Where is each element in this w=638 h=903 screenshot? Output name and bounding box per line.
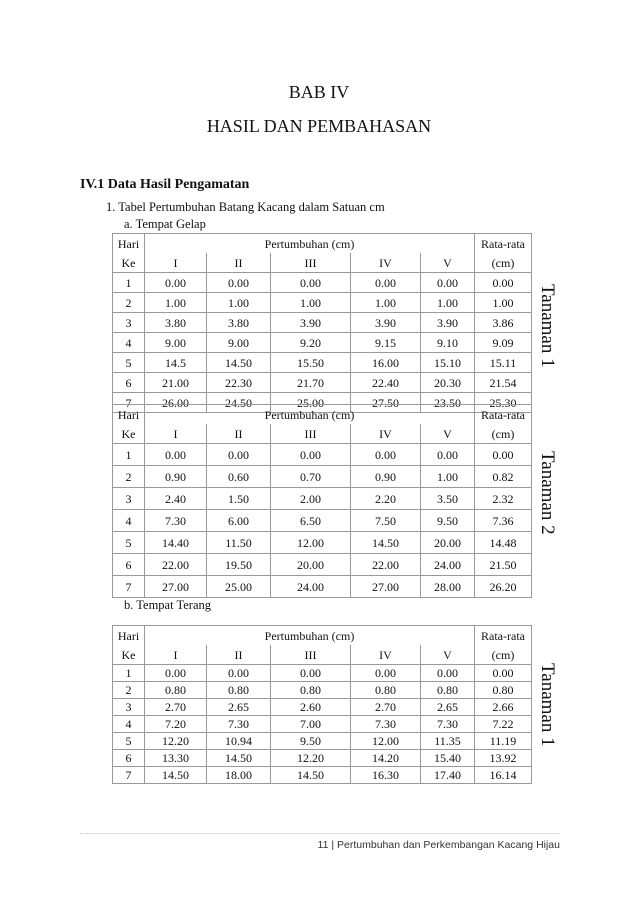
table-row xyxy=(113,488,532,510)
cell-value: 0.00 xyxy=(421,665,475,682)
cell-value: 3.50 xyxy=(421,488,475,510)
cell-value: 20.30 xyxy=(421,373,475,393)
cell-rata-rata: 2.32 xyxy=(475,488,532,510)
header-col-5: V xyxy=(421,645,475,665)
cell-value: 0.60 xyxy=(207,466,271,488)
cell-value: 2.20 xyxy=(351,488,421,510)
cell-value: 27.00 xyxy=(351,576,421,598)
cell-value: 24.50 xyxy=(207,393,271,413)
cell-value: 3.90 xyxy=(271,313,351,333)
header-rata-rata: Rata-rata xyxy=(475,626,532,646)
header-pertumbuhan: Pertumbuhan (cm) xyxy=(145,405,475,425)
header-col-2: II xyxy=(207,424,271,444)
cell-value: 2.00 xyxy=(271,488,351,510)
header-col-1: I xyxy=(145,253,207,273)
cell-value: 0.80 xyxy=(271,682,351,699)
plant-label-gelap-1: Tanaman 1 xyxy=(537,284,558,368)
plant-label-terang-1: Tanaman 1 xyxy=(537,663,558,747)
cell-value: 0.00 xyxy=(271,665,351,682)
cell-value: 0.00 xyxy=(271,444,351,466)
cell-value: 0.80 xyxy=(207,682,271,699)
table-row xyxy=(113,466,532,488)
header-hari: Hari xyxy=(113,405,145,425)
cell-value: 6.50 xyxy=(271,510,351,532)
table-subheader-row xyxy=(113,645,532,665)
cell-rata-rata: 7.36 xyxy=(475,510,532,532)
cell-value: 14.50 xyxy=(207,750,271,767)
cell-hari: 2 xyxy=(113,466,145,488)
cell-hari: 3 xyxy=(113,699,145,716)
table-header-row xyxy=(113,626,532,646)
cell-value: 21.00 xyxy=(145,373,207,393)
cell-value: 2.65 xyxy=(207,699,271,716)
cell-value: 24.00 xyxy=(421,554,475,576)
table-row xyxy=(113,733,532,750)
cell-value: 0.00 xyxy=(271,273,351,293)
header-rata-unit: (cm) xyxy=(475,645,532,665)
cell-hari: 5 xyxy=(113,532,145,554)
cell-value: 20.00 xyxy=(271,554,351,576)
header-col-2: II xyxy=(207,253,271,273)
cell-hari: 7 xyxy=(113,576,145,598)
header-ke: Ke xyxy=(113,424,145,444)
cell-value: 1.00 xyxy=(145,293,207,313)
cell-hari: 4 xyxy=(113,333,145,353)
cell-value: 0.00 xyxy=(421,273,475,293)
cell-value: 1.00 xyxy=(421,466,475,488)
table-header-row xyxy=(113,234,532,254)
cell-value: 20.00 xyxy=(421,532,475,554)
chapter-title: HASIL DAN PEMBAHASAN xyxy=(206,116,432,136)
cell-rata-rata: 0.80 xyxy=(475,682,532,699)
subsection-a-label: a. Tempat Gelap xyxy=(124,217,206,231)
header-pertumbuhan: Pertumbuhan (cm) xyxy=(145,626,475,646)
cell-hari: 2 xyxy=(113,682,145,699)
cell-value: 27.00 xyxy=(145,576,207,598)
cell-value: 12.00 xyxy=(351,733,421,750)
cell-value: 0.00 xyxy=(351,273,421,293)
table-caption: 1. Tabel Pertumbuhan Batang Kacang dalam Satuan cm xyxy=(106,200,385,214)
cell-value: 1.00 xyxy=(421,293,475,313)
cell-rata-rata: 0.82 xyxy=(475,466,532,488)
cell-value: 18.00 xyxy=(207,767,271,784)
cell-hari: 1 xyxy=(113,273,145,293)
header-pertumbuhan: Pertumbuhan (cm) xyxy=(145,234,475,254)
table-row xyxy=(113,699,532,716)
cell-value: 14.5 xyxy=(145,353,207,373)
cell-rata-rata: 14.48 xyxy=(475,532,532,554)
subsection-b-label: b. Tempat Terang xyxy=(124,598,211,612)
cell-value: 0.00 xyxy=(145,665,207,682)
cell-value: 14.50 xyxy=(351,532,421,554)
cell-value: 1.00 xyxy=(271,293,351,313)
cell-value: 12.20 xyxy=(145,733,207,750)
header-ke: Ke xyxy=(113,253,145,273)
cell-value: 28.00 xyxy=(421,576,475,598)
cell-rata-rata: 0.00 xyxy=(475,665,532,682)
cell-value: 24.00 xyxy=(271,576,351,598)
cell-rata-rata: 0.00 xyxy=(475,444,532,466)
table-header-row xyxy=(113,405,532,425)
cell-hari: 6 xyxy=(113,373,145,393)
cell-value: 1.50 xyxy=(207,488,271,510)
cell-value: 14.50 xyxy=(145,767,207,784)
cell-value: 0.80 xyxy=(351,682,421,699)
header-col-2: II xyxy=(207,645,271,665)
cell-hari: 1 xyxy=(113,665,145,682)
cell-value: 15.10 xyxy=(421,353,475,373)
header-rata-rata: Rata-rata xyxy=(475,234,532,254)
header-col-4: IV xyxy=(351,253,421,273)
cell-value: 1.00 xyxy=(351,293,421,313)
cell-value: 1.00 xyxy=(207,293,271,313)
cell-value: 13.30 xyxy=(145,750,207,767)
header-col-4: IV xyxy=(351,424,421,444)
cell-rata-rata: 1.00 xyxy=(475,293,532,313)
table-row xyxy=(113,665,532,682)
header-col-1: I xyxy=(145,645,207,665)
table-terang-tanaman-1 xyxy=(112,625,532,784)
cell-hari: 7 xyxy=(113,767,145,784)
cell-value: 22.00 xyxy=(145,554,207,576)
cell-value: 6.00 xyxy=(207,510,271,532)
cell-value: 3.90 xyxy=(351,313,421,333)
cell-value: 23.50 xyxy=(421,393,475,413)
table-row xyxy=(113,682,532,699)
header-col-1: I xyxy=(145,424,207,444)
cell-value: 2.40 xyxy=(145,488,207,510)
cell-value: 22.00 xyxy=(351,554,421,576)
table-row xyxy=(113,444,532,466)
cell-value: 0.70 xyxy=(271,466,351,488)
table-row xyxy=(113,313,532,333)
cell-value: 9.50 xyxy=(421,510,475,532)
header-col-4: IV xyxy=(351,645,421,665)
cell-value: 0.00 xyxy=(207,273,271,293)
cell-value: 19.50 xyxy=(207,554,271,576)
page-footer: 11 | Pertumbuhan dan Perkembangan Kacang Hijau xyxy=(317,839,560,851)
cell-value: 9.10 xyxy=(421,333,475,353)
cell-value: 0.00 xyxy=(421,444,475,466)
plant-label-gelap-2: Tanaman 2 xyxy=(537,451,558,535)
cell-value: 14.40 xyxy=(145,532,207,554)
table-gelap-tanaman-1 xyxy=(112,233,532,413)
table-row xyxy=(113,576,532,598)
section-heading: IV.1 Data Hasil Pengamatan xyxy=(80,177,250,192)
cell-hari: 3 xyxy=(113,488,145,510)
cell-value: 15.40 xyxy=(421,750,475,767)
header-rata-unit: (cm) xyxy=(475,424,532,444)
cell-value: 22.30 xyxy=(207,373,271,393)
cell-rata-rata: 26.20 xyxy=(475,576,532,598)
cell-rata-rata: 9.09 xyxy=(475,333,532,353)
cell-rata-rata: 21.50 xyxy=(475,554,532,576)
cell-rata-rata: 16.14 xyxy=(475,767,532,784)
cell-value: 21.70 xyxy=(271,373,351,393)
cell-value: 7.50 xyxy=(351,510,421,532)
cell-rata-rata: 11.19 xyxy=(475,733,532,750)
header-hari: Hari xyxy=(113,626,145,646)
cell-value: 22.40 xyxy=(351,373,421,393)
cell-rata-rata: 25.30 xyxy=(475,393,532,413)
header-rata-unit: (cm) xyxy=(475,253,532,273)
cell-value: 14.20 xyxy=(351,750,421,767)
table-row xyxy=(113,750,532,767)
cell-value: 0.80 xyxy=(421,682,475,699)
table-row xyxy=(113,273,532,293)
cell-value: 25.00 xyxy=(207,576,271,598)
cell-hari: 5 xyxy=(113,353,145,373)
cell-value: 0.90 xyxy=(351,466,421,488)
cell-value: 9.20 xyxy=(271,333,351,353)
cell-value: 15.50 xyxy=(271,353,351,373)
cell-hari: 4 xyxy=(113,716,145,733)
header-col-5: V xyxy=(421,253,475,273)
cell-value: 2.60 xyxy=(271,699,351,716)
table-row xyxy=(113,353,532,373)
header-ke: Ke xyxy=(113,645,145,665)
cell-hari: 5 xyxy=(113,733,145,750)
cell-value: 9.00 xyxy=(207,333,271,353)
cell-value: 14.50 xyxy=(271,767,351,784)
cell-value: 0.80 xyxy=(145,682,207,699)
table-row xyxy=(113,333,532,353)
cell-value: 0.00 xyxy=(145,273,207,293)
cell-value: 0.00 xyxy=(145,444,207,466)
cell-hari: 3 xyxy=(113,313,145,333)
cell-value: 11.35 xyxy=(421,733,475,750)
cell-value: 17.40 xyxy=(421,767,475,784)
header-hari: Hari xyxy=(113,234,145,254)
chapter-heading: BAB IV xyxy=(288,82,350,102)
cell-rata-rata: 21.54 xyxy=(475,373,532,393)
cell-value: 7.30 xyxy=(421,716,475,733)
cell-value: 0.00 xyxy=(207,665,271,682)
cell-rata-rata: 7.22 xyxy=(475,716,532,733)
cell-value: 7.30 xyxy=(351,716,421,733)
cell-value: 12.20 xyxy=(271,750,351,767)
cell-value: 27.50 xyxy=(351,393,421,413)
cell-value: 26.00 xyxy=(145,393,207,413)
table-row xyxy=(113,510,532,532)
cell-value: 0.00 xyxy=(351,665,421,682)
table-gelap-tanaman-2 xyxy=(112,404,532,598)
header-col-3: III xyxy=(271,645,351,665)
cell-value: 9.15 xyxy=(351,333,421,353)
table-row xyxy=(113,767,532,784)
cell-value: 2.70 xyxy=(351,699,421,716)
cell-value: 7.30 xyxy=(207,716,271,733)
header-col-5: V xyxy=(421,424,475,444)
cell-value: 9.50 xyxy=(271,733,351,750)
cell-value: 0.00 xyxy=(207,444,271,466)
cell-value: 16.00 xyxy=(351,353,421,373)
cell-hari: 1 xyxy=(113,444,145,466)
cell-rata-rata: 2.66 xyxy=(475,699,532,716)
cell-rata-rata: 15.11 xyxy=(475,353,532,373)
cell-value: 3.90 xyxy=(421,313,475,333)
cell-value: 9.00 xyxy=(145,333,207,353)
cell-value: 2.65 xyxy=(421,699,475,716)
cell-value: 14.50 xyxy=(207,353,271,373)
table-row xyxy=(113,532,532,554)
cell-value: 25.00 xyxy=(271,393,351,413)
cell-hari: 2 xyxy=(113,293,145,313)
cell-value: 0.90 xyxy=(145,466,207,488)
table-subheader-row xyxy=(113,424,532,444)
cell-value: 10.94 xyxy=(207,733,271,750)
cell-hari: 4 xyxy=(113,510,145,532)
cell-hari: 6 xyxy=(113,750,145,767)
cell-value: 3.80 xyxy=(207,313,271,333)
table-subheader-row xyxy=(113,253,532,273)
cell-value: 0.00 xyxy=(351,444,421,466)
cell-rata-rata: 3.86 xyxy=(475,313,532,333)
footer-divider xyxy=(80,833,560,834)
header-col-3: III xyxy=(271,253,351,273)
cell-rata-rata: 13.92 xyxy=(475,750,532,767)
cell-value: 3.80 xyxy=(145,313,207,333)
cell-hari: 7 xyxy=(113,393,145,413)
cell-hari: 6 xyxy=(113,554,145,576)
cell-rata-rata: 0.00 xyxy=(475,273,532,293)
table-row xyxy=(113,293,532,313)
cell-value: 7.30 xyxy=(145,510,207,532)
cell-value: 7.00 xyxy=(271,716,351,733)
header-col-3: III xyxy=(271,424,351,444)
header-rata-rata: Rata-rata xyxy=(475,405,532,425)
table-row xyxy=(113,716,532,733)
cell-value: 11.50 xyxy=(207,532,271,554)
cell-value: 12.00 xyxy=(271,532,351,554)
table-row xyxy=(113,373,532,393)
cell-value: 2.70 xyxy=(145,699,207,716)
table-row xyxy=(113,554,532,576)
cell-value: 16.30 xyxy=(351,767,421,784)
cell-value: 7.20 xyxy=(145,716,207,733)
